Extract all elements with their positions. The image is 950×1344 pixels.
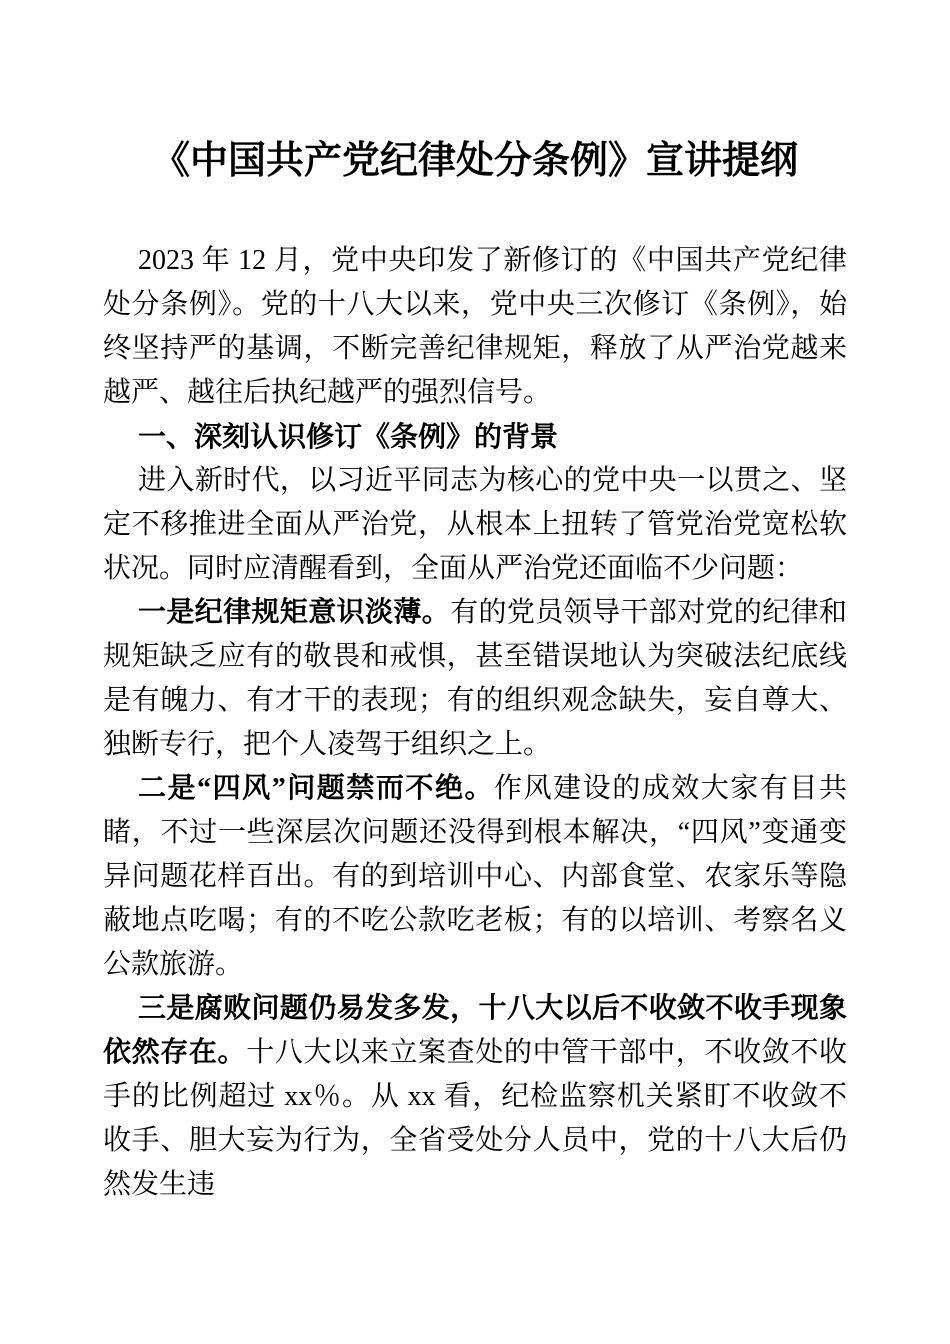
paragraph [103, 459, 847, 591]
text-run: 进入新时代，以习近平同志为核心的党中央一以贯之、坚定不移推进全面从严治党，从根本上扭转了管党治党宽松软状况。同时应清醒看到，全面从严治党还面临不少问题： [103, 465, 847, 584]
bold-text-run: 二是“四风”问题禁而不绝。 [138, 773, 495, 804]
text-run: 2023 年 12 月，党中央印发了新修订的《中国共产党纪律处分条例》。党的十八大以来，党中央三次修订《条例》，始终坚持严的基调，不断完善纪律规矩，释放了从严治党越来越严、越往后执纪越严的强烈信号。 [103, 245, 847, 408]
text-run: 有的党员领导干部对党的纪律和规矩缺乏应有的敬畏和戒惧，甚至错误地认为突破法纪底线是有魄力、有才干的表现；有的组织观念缺失，妄自尊大、独断专行，把个人凌驾于组织之上。 [103, 597, 847, 760]
text-run: 十八大以来立案查处的中管干部中，不收敛不收手的比例超过 xx％。从 xx 看，纪检监察机关紧盯不收敛不收手、胆大妄为行为，全省受处分人员中，党的十八大后仍然发生违 [103, 1037, 847, 1200]
paragraph [103, 767, 847, 987]
document-body [103, 239, 847, 1207]
section-heading [103, 415, 847, 459]
paragraph [103, 591, 847, 767]
bold-text-run: 三是腐败问题仍易发多发，十八大以后不收敛不收手现象依然存在。 [103, 993, 847, 1068]
bold-text-run: 一是纪律规矩意识淡薄。 [138, 597, 451, 628]
document-title: 《中国共产党纪律处分条例》宣讲提纲 [151, 140, 798, 182]
paragraph [103, 987, 847, 1207]
bold-text-run: 一、深刻认识修订《条例》的背景 [138, 421, 559, 452]
text-run: 作风建设的成效大家有目共睹，不过一些深层次问题还没得到根本解决，“四风”变通变异问题花样百出。有的到培训中心、内部食堂、农家乐等隐蔽地点吃喝；有的不吃公款吃老板；有的以培训、考察名义公款旅游。 [103, 773, 847, 980]
paragraph [103, 239, 847, 415]
